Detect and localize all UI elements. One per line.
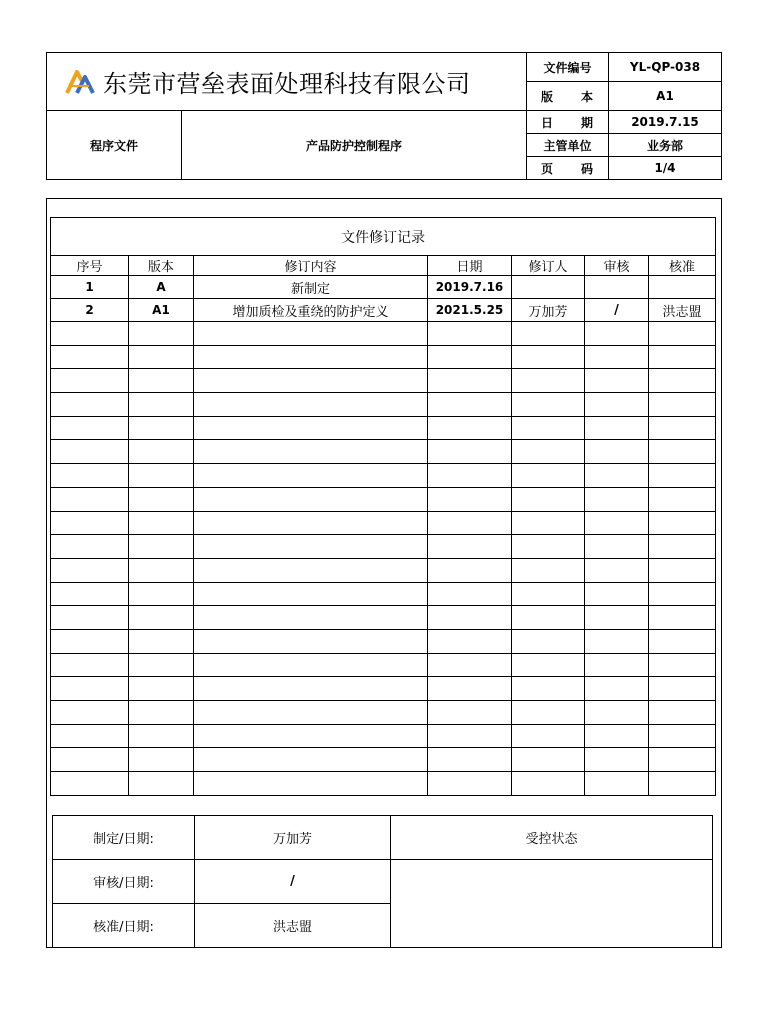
review-label: 审核/日期: bbox=[53, 860, 195, 904]
empty-cell bbox=[649, 535, 716, 559]
empty-cell bbox=[649, 748, 716, 772]
cell-date: 2019.7.16 bbox=[428, 276, 512, 299]
empty-cell bbox=[129, 464, 194, 488]
col-header-approve: 核准 bbox=[649, 256, 716, 276]
empty-cell bbox=[428, 369, 512, 393]
empty-cell bbox=[512, 393, 585, 417]
empty-row bbox=[51, 322, 716, 346]
empty-cell bbox=[194, 440, 428, 464]
empty-cell bbox=[51, 582, 129, 606]
empty-cell bbox=[585, 748, 649, 772]
empty-cell bbox=[129, 322, 194, 346]
empty-cell bbox=[194, 772, 428, 796]
empty-cell bbox=[51, 369, 129, 393]
made-value: 万加芳 bbox=[195, 816, 391, 860]
empty-cell bbox=[512, 322, 585, 346]
empty-cell bbox=[585, 629, 649, 653]
empty-cell bbox=[649, 416, 716, 440]
empty-cell bbox=[512, 369, 585, 393]
empty-cell bbox=[585, 582, 649, 606]
empty-cell bbox=[512, 701, 585, 725]
empty-row bbox=[51, 487, 716, 511]
empty-cell bbox=[194, 582, 428, 606]
empty-cell bbox=[512, 724, 585, 748]
empty-cell bbox=[129, 677, 194, 701]
cell-date: 2021.5.25 bbox=[428, 299, 512, 322]
empty-cell bbox=[129, 416, 194, 440]
empty-cell bbox=[585, 393, 649, 417]
empty-cell bbox=[585, 322, 649, 346]
empty-cell bbox=[194, 345, 428, 369]
table-row bbox=[51, 276, 716, 299]
empty-cell bbox=[428, 345, 512, 369]
empty-cell bbox=[649, 322, 716, 346]
col-header-seq: 序号 bbox=[51, 256, 129, 276]
empty-cell bbox=[585, 653, 649, 677]
empty-cell bbox=[428, 511, 512, 535]
empty-cell bbox=[585, 558, 649, 582]
empty-cell bbox=[512, 416, 585, 440]
doc-type: 程序文件 bbox=[47, 111, 182, 180]
empty-cell bbox=[649, 558, 716, 582]
empty-cell bbox=[512, 606, 585, 630]
cell-version: A1 bbox=[129, 299, 194, 322]
empty-cell bbox=[585, 677, 649, 701]
revision-header-row bbox=[51, 256, 716, 276]
empty-cell bbox=[51, 345, 129, 369]
cell-seq: 1 bbox=[51, 276, 129, 299]
empty-cell bbox=[129, 724, 194, 748]
empty-cell bbox=[194, 629, 428, 653]
cell-reviser: 万加芳 bbox=[512, 299, 585, 322]
empty-cell bbox=[649, 629, 716, 653]
empty-cell bbox=[512, 440, 585, 464]
empty-cell bbox=[51, 322, 129, 346]
empty-cell bbox=[512, 345, 585, 369]
revision-record-panel bbox=[46, 198, 722, 948]
table-row bbox=[51, 299, 716, 322]
empty-cell bbox=[649, 511, 716, 535]
empty-row bbox=[51, 724, 716, 748]
empty-cell bbox=[51, 772, 129, 796]
col-header-version: 版本 bbox=[129, 256, 194, 276]
field-value-page: 1/4 bbox=[609, 157, 722, 180]
empty-cell bbox=[51, 487, 129, 511]
empty-cell bbox=[512, 535, 585, 559]
empty-cell bbox=[51, 535, 129, 559]
empty-cell bbox=[194, 748, 428, 772]
empty-cell bbox=[649, 724, 716, 748]
field-value-department: 业务部 bbox=[609, 134, 722, 157]
empty-cell bbox=[194, 535, 428, 559]
empty-cell bbox=[585, 464, 649, 488]
field-label-department: 主管单位 bbox=[527, 134, 609, 157]
empty-row bbox=[51, 701, 716, 725]
field-value-date: 2019.7.15 bbox=[609, 111, 722, 134]
approve-value: 洪志盟 bbox=[195, 904, 391, 948]
empty-cell bbox=[51, 701, 129, 725]
empty-cell bbox=[585, 440, 649, 464]
empty-cell bbox=[585, 772, 649, 796]
empty-cell bbox=[51, 724, 129, 748]
empty-cell bbox=[51, 416, 129, 440]
empty-cell bbox=[428, 724, 512, 748]
cell-approve bbox=[649, 276, 716, 299]
field-label-version: 版本 bbox=[527, 82, 609, 111]
empty-cell bbox=[649, 677, 716, 701]
empty-cell bbox=[649, 345, 716, 369]
empty-cell bbox=[649, 440, 716, 464]
empty-cell bbox=[194, 701, 428, 725]
empty-cell bbox=[194, 393, 428, 417]
empty-cell bbox=[51, 677, 129, 701]
empty-cell bbox=[194, 558, 428, 582]
col-header-review: 审核 bbox=[585, 256, 649, 276]
empty-cell bbox=[512, 677, 585, 701]
empty-cell bbox=[129, 629, 194, 653]
empty-cell bbox=[51, 748, 129, 772]
empty-cell bbox=[129, 748, 194, 772]
empty-row bbox=[51, 535, 716, 559]
company-name: 东莞市营垒表面处理科技有限公司 bbox=[103, 70, 471, 98]
empty-cell bbox=[512, 629, 585, 653]
empty-row bbox=[51, 653, 716, 677]
empty-cell bbox=[129, 701, 194, 725]
field-value-version: A1 bbox=[609, 82, 722, 111]
doc-title: 产品防护控制程序 bbox=[182, 111, 527, 180]
empty-row bbox=[51, 440, 716, 464]
empty-row bbox=[51, 393, 716, 417]
empty-cell bbox=[585, 701, 649, 725]
empty-cell bbox=[428, 629, 512, 653]
field-label-date: 日期 bbox=[527, 111, 609, 134]
empty-cell bbox=[512, 748, 585, 772]
empty-cell bbox=[585, 606, 649, 630]
empty-cell bbox=[51, 629, 129, 653]
empty-cell bbox=[194, 677, 428, 701]
empty-cell bbox=[194, 322, 428, 346]
empty-cell bbox=[428, 748, 512, 772]
company-banner bbox=[47, 53, 527, 111]
empty-cell bbox=[585, 416, 649, 440]
empty-cell bbox=[194, 724, 428, 748]
empty-row bbox=[51, 416, 716, 440]
empty-cell bbox=[51, 653, 129, 677]
cell-review bbox=[585, 276, 649, 299]
empty-cell bbox=[129, 772, 194, 796]
empty-cell bbox=[129, 511, 194, 535]
empty-cell bbox=[428, 558, 512, 582]
empty-cell bbox=[428, 416, 512, 440]
empty-cell bbox=[129, 440, 194, 464]
empty-cell bbox=[512, 558, 585, 582]
empty-cell bbox=[428, 440, 512, 464]
empty-cell bbox=[428, 322, 512, 346]
empty-cell bbox=[512, 653, 585, 677]
empty-cell bbox=[194, 369, 428, 393]
empty-cell bbox=[129, 535, 194, 559]
empty-row bbox=[51, 558, 716, 582]
empty-row bbox=[51, 629, 716, 653]
empty-cell bbox=[129, 345, 194, 369]
empty-cell bbox=[428, 393, 512, 417]
revision-table-title: 文件修订记录 bbox=[51, 218, 716, 256]
control-status-area bbox=[391, 860, 713, 948]
empty-cell bbox=[428, 582, 512, 606]
empty-cell bbox=[585, 535, 649, 559]
empty-cell bbox=[51, 606, 129, 630]
empty-row bbox=[51, 748, 716, 772]
empty-cell bbox=[512, 772, 585, 796]
empty-cell bbox=[585, 511, 649, 535]
empty-cell bbox=[51, 393, 129, 417]
empty-cell bbox=[428, 677, 512, 701]
empty-row bbox=[51, 464, 716, 488]
cell-reviser bbox=[512, 276, 585, 299]
signoff-table bbox=[52, 815, 713, 948]
empty-cell bbox=[194, 416, 428, 440]
empty-cell bbox=[129, 606, 194, 630]
empty-cell bbox=[649, 369, 716, 393]
empty-cell bbox=[129, 653, 194, 677]
empty-cell bbox=[649, 772, 716, 796]
field-label-page: 页码 bbox=[527, 157, 609, 180]
empty-row bbox=[51, 606, 716, 630]
empty-cell bbox=[428, 606, 512, 630]
empty-row bbox=[51, 369, 716, 393]
cell-version: A bbox=[129, 276, 194, 299]
cell-content: 新制定 bbox=[194, 276, 428, 299]
empty-cell bbox=[512, 511, 585, 535]
empty-cell bbox=[649, 606, 716, 630]
empty-cell bbox=[428, 464, 512, 488]
empty-cell bbox=[51, 558, 129, 582]
empty-cell bbox=[428, 772, 512, 796]
col-header-content: 修订内容 bbox=[194, 256, 428, 276]
empty-cell bbox=[649, 582, 716, 606]
empty-cell bbox=[428, 487, 512, 511]
empty-cell bbox=[194, 487, 428, 511]
empty-cell bbox=[129, 487, 194, 511]
empty-cell bbox=[585, 369, 649, 393]
empty-cell bbox=[585, 345, 649, 369]
empty-cell bbox=[129, 558, 194, 582]
empty-cell bbox=[129, 582, 194, 606]
cell-content: 增加质检及重绕的防护定义 bbox=[194, 299, 428, 322]
empty-cell bbox=[51, 440, 129, 464]
empty-cell bbox=[649, 701, 716, 725]
empty-row bbox=[51, 677, 716, 701]
empty-cell bbox=[585, 724, 649, 748]
empty-cell bbox=[649, 653, 716, 677]
cell-review: / bbox=[585, 299, 649, 322]
empty-cell bbox=[51, 464, 129, 488]
approve-label: 核准/日期: bbox=[53, 904, 195, 948]
empty-cell bbox=[649, 393, 716, 417]
cell-approve: 洪志盟 bbox=[649, 299, 716, 322]
control-status-label: 受控状态 bbox=[391, 816, 713, 860]
empty-cell bbox=[194, 464, 428, 488]
empty-cell bbox=[428, 701, 512, 725]
document-header bbox=[46, 52, 722, 180]
empty-cell bbox=[428, 653, 512, 677]
empty-row bbox=[51, 582, 716, 606]
empty-row bbox=[51, 772, 716, 796]
empty-cell bbox=[194, 511, 428, 535]
revision-table bbox=[50, 217, 716, 796]
col-header-date: 日期 bbox=[428, 256, 512, 276]
empty-cell bbox=[194, 606, 428, 630]
company-logo-icon bbox=[65, 69, 95, 95]
empty-cell bbox=[649, 487, 716, 511]
empty-row bbox=[51, 511, 716, 535]
empty-cell bbox=[585, 487, 649, 511]
review-value: / bbox=[195, 860, 391, 904]
empty-cell bbox=[512, 464, 585, 488]
made-label: 制定/日期: bbox=[53, 816, 195, 860]
empty-cell bbox=[512, 582, 585, 606]
empty-cell bbox=[129, 369, 194, 393]
empty-cell bbox=[129, 393, 194, 417]
empty-cell bbox=[51, 511, 129, 535]
field-label-doc-number: 文件编号 bbox=[527, 53, 609, 82]
empty-cell bbox=[194, 653, 428, 677]
empty-cell bbox=[428, 535, 512, 559]
empty-cell bbox=[512, 487, 585, 511]
empty-row bbox=[51, 345, 716, 369]
col-header-reviser: 修订人 bbox=[512, 256, 585, 276]
empty-cell bbox=[649, 464, 716, 488]
cell-seq: 2 bbox=[51, 299, 129, 322]
field-value-doc-number: YL-QP-038 bbox=[609, 53, 722, 82]
